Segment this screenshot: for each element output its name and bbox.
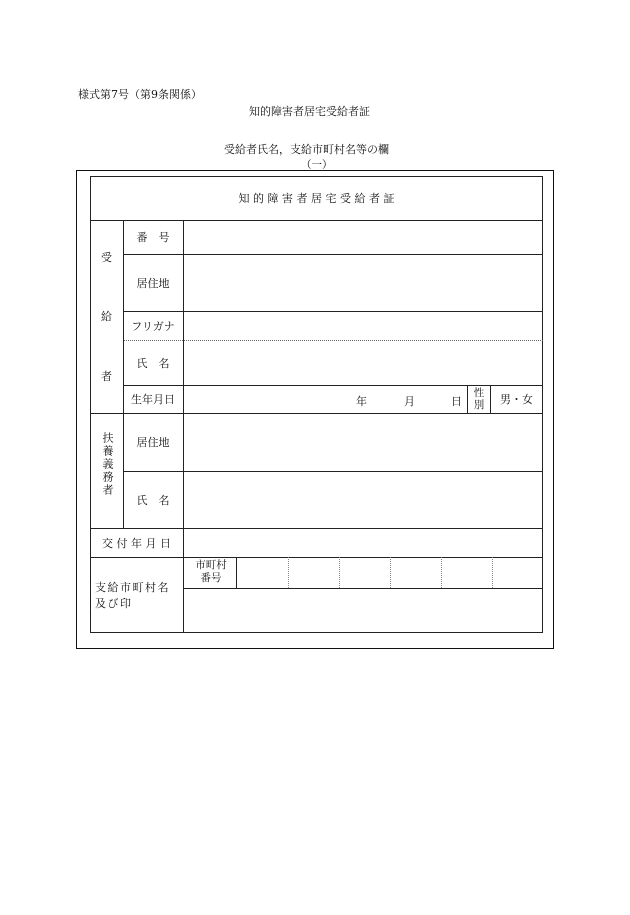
rule-furigana-bottom — [123, 340, 543, 341]
digit-divider — [441, 557, 442, 588]
birth-month-label: 月 — [404, 395, 415, 408]
label-address: 居住地 — [136, 276, 170, 290]
digit-divider — [339, 557, 340, 588]
recipient-group-char: 給 — [101, 310, 112, 323]
form-number: 様式第7号（第9条関係） — [78, 88, 202, 101]
birth-day-label: 日 — [451, 395, 462, 408]
rule-guardian-address-bottom — [123, 471, 543, 472]
rule-sex-left — [467, 385, 468, 413]
issue-date-label: 交 付 年 月 日 — [102, 536, 171, 550]
digit-divider — [390, 557, 391, 588]
section-heading: 受給者氏名，支給市町村名等の欄 — [224, 143, 389, 156]
digit-divider — [288, 557, 289, 588]
municipality-label: 支給市町村名及び印 — [95, 581, 170, 610]
sex-options: 男・女 — [500, 393, 533, 406]
rule-address-bottom — [123, 311, 543, 312]
rule-name-bottom — [123, 385, 543, 386]
birth-year-label: 年 — [356, 395, 367, 408]
label-birthdate: 生年月日 — [131, 393, 175, 406]
rule-muni-label-right — [236, 557, 237, 588]
label-furigana: フリガナ — [131, 319, 175, 333]
guardian-label-address: 居住地 — [136, 436, 170, 449]
guardian-label-name: 氏 名 — [136, 493, 170, 507]
digit-divider — [492, 557, 493, 588]
guardian-group-label: 扶養義務者 — [101, 432, 114, 497]
rule-number-bottom — [123, 254, 543, 255]
label-name: 氏 名 — [136, 356, 170, 370]
document-title: 知的障害者居宅受給者証 — [249, 105, 370, 118]
municipality-number-label: 市町村番号 — [195, 559, 227, 584]
rule-label-col — [183, 220, 184, 633]
label-number: 番 号 — [136, 231, 170, 244]
rule-muni-number-bottom — [183, 588, 543, 589]
recipient-group-char: 者 — [101, 370, 112, 383]
sex-label: 性別 — [473, 387, 485, 411]
card-title: 知 的 障 害 者 居 宅 受 給 者 証 — [238, 192, 395, 205]
rule-issue-bottom — [90, 557, 543, 558]
section-marker: （一） — [301, 159, 333, 171]
recipient-group-char: 受 — [101, 251, 112, 264]
